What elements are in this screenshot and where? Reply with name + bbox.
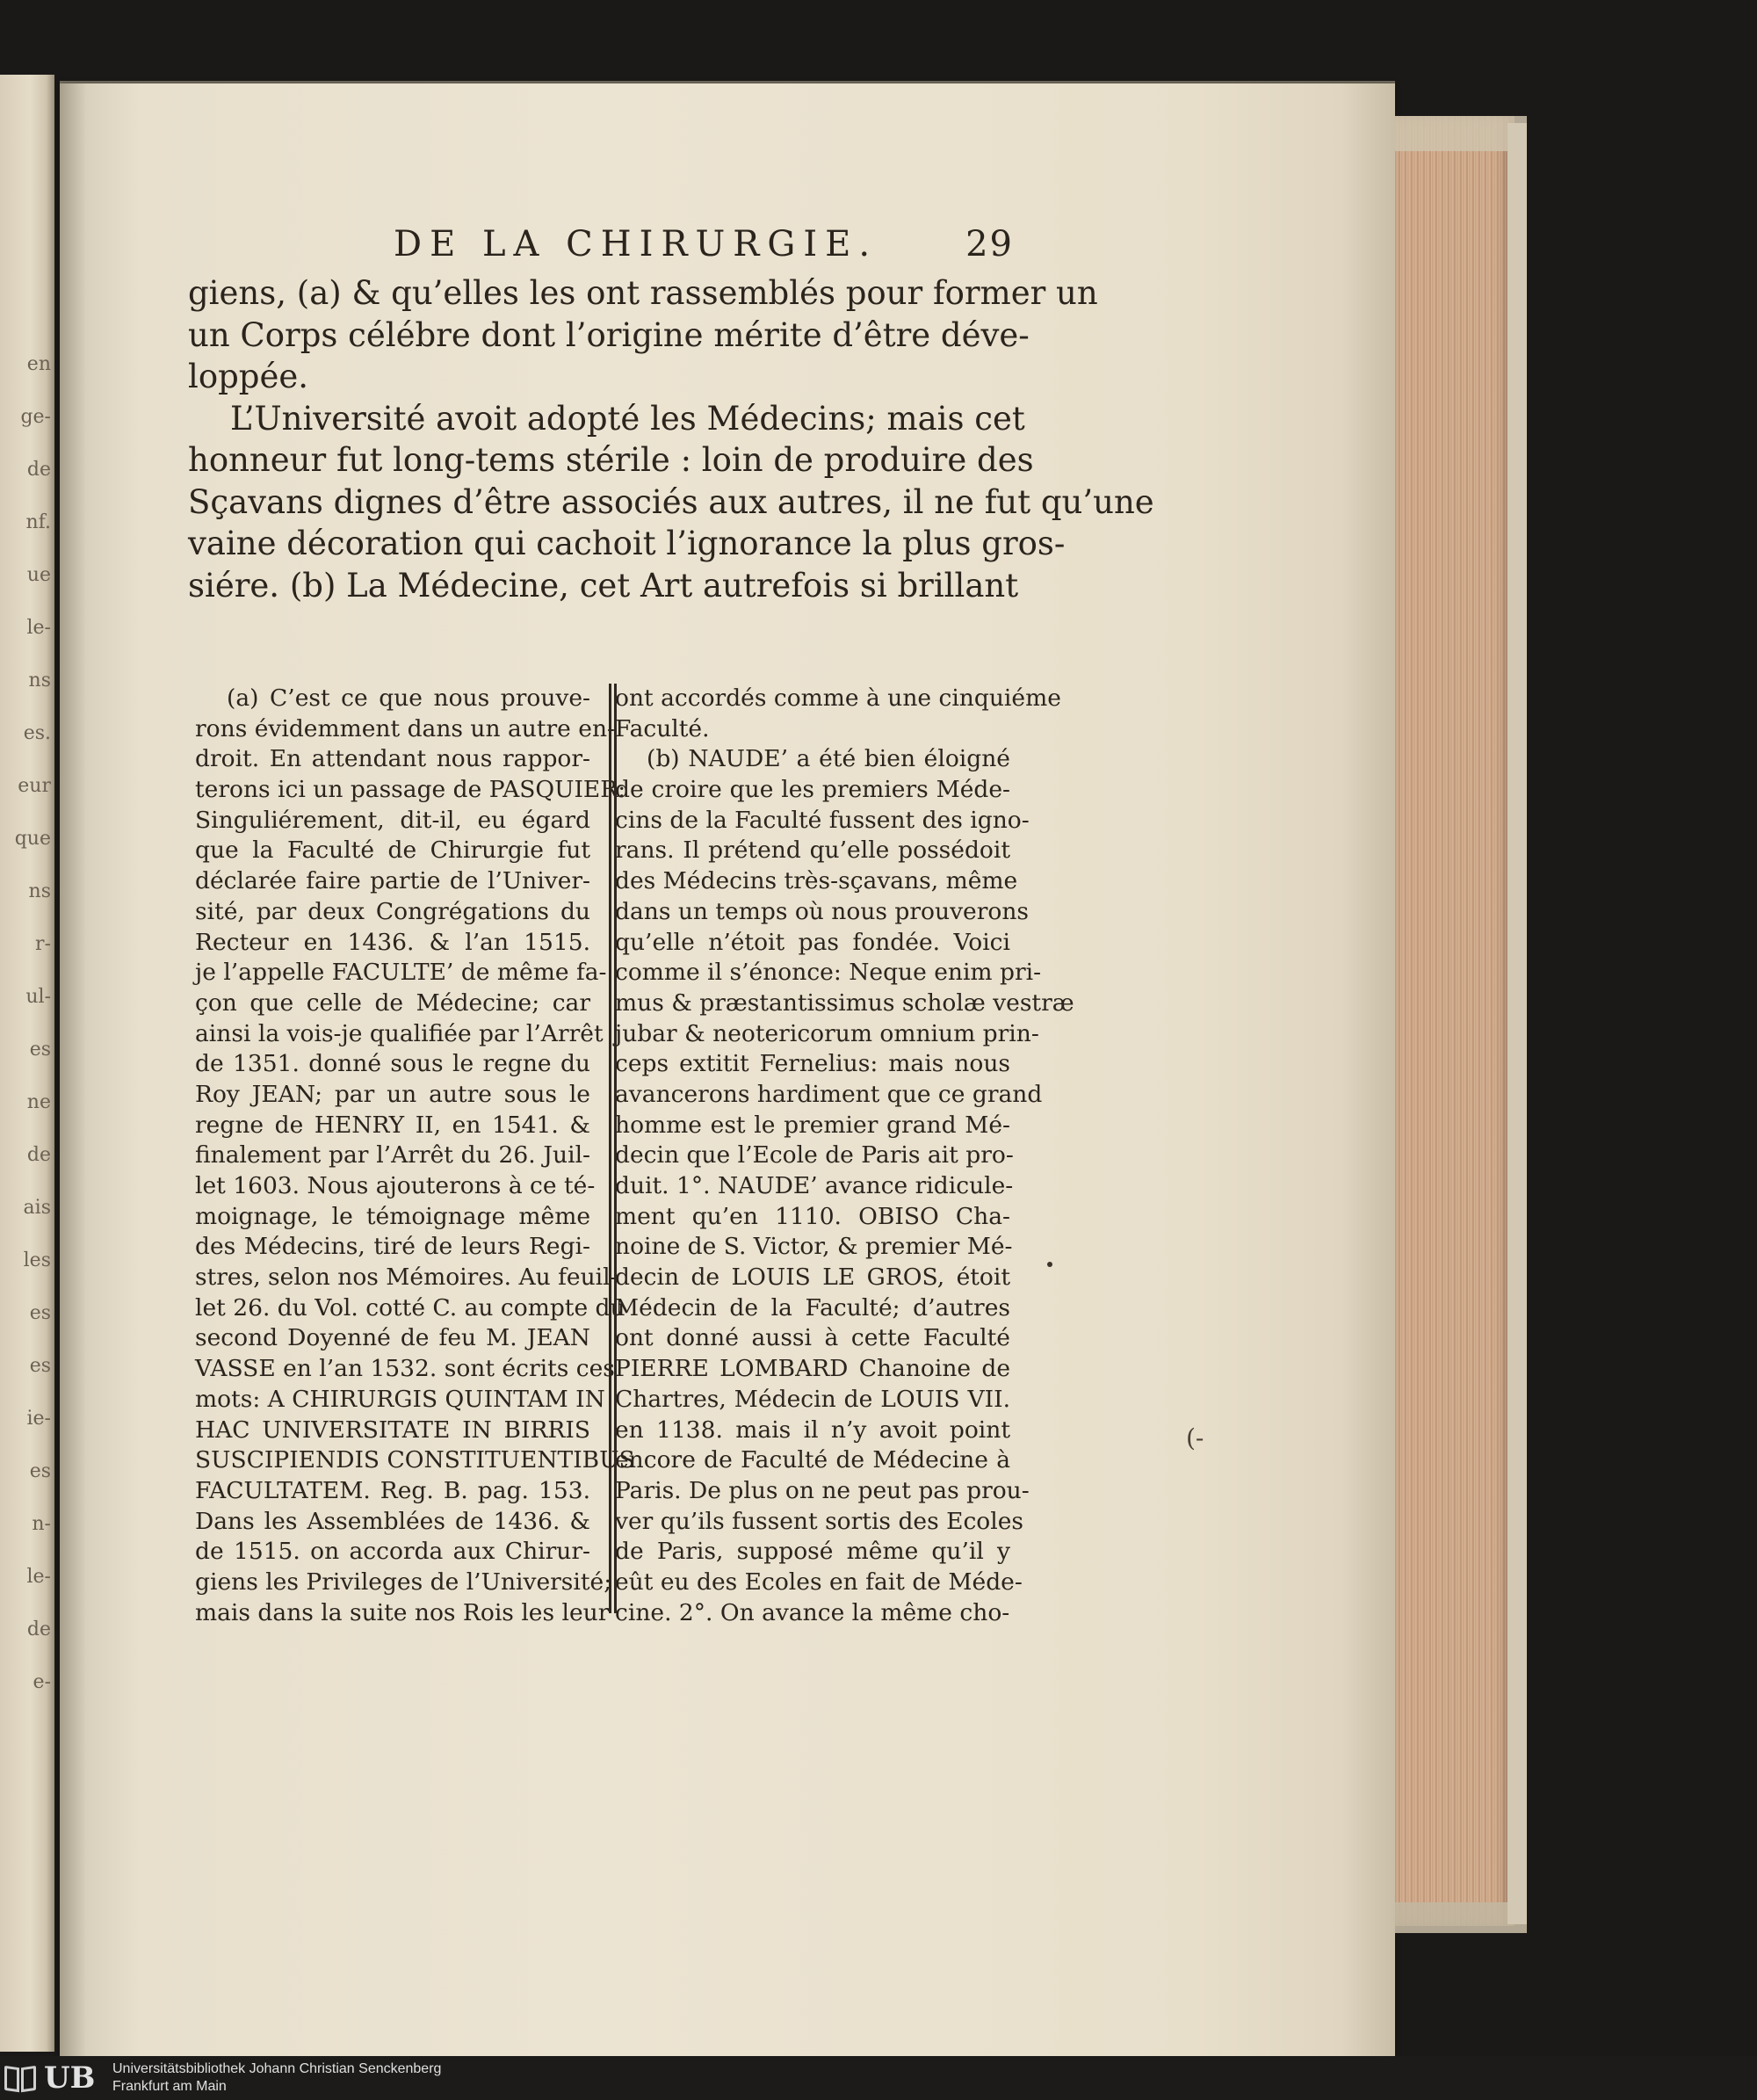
- footnote-line: de croire que les premiers Méde-: [615, 776, 1010, 804]
- body-line: loppée.: [188, 358, 309, 395]
- footnote-line: ment qu’en 1110. OBISO Cha-: [615, 1202, 1010, 1230]
- footnote-line: VASSE en l’an 1532. sont écrits ces: [195, 1355, 615, 1383]
- footnote-line: je l’appelle FACULTE’ de même fa-: [195, 959, 607, 987]
- footnote-line: déclarée faire partie de l’Univer-: [195, 867, 590, 895]
- footnote-line: ver qu’ils fussent sortis des Ecoles: [615, 1507, 1024, 1535]
- footnote-line: second Doyenné de feu M. JEAN: [195, 1324, 590, 1352]
- footer-credit: [112, 2060, 441, 2096]
- footnote-column-rule: [609, 684, 617, 1613]
- previous-page-fragment: de: [26, 1618, 51, 1640]
- footnote-line: en 1138. mais il n’y avoit point: [615, 1416, 1010, 1444]
- body-line: Sçavans dignes d’être associés aux autres, il ne fut qu’une: [188, 482, 1154, 521]
- previous-page-fragment: ie-: [26, 1408, 51, 1430]
- body-line: un Corps célébre dont l’origine mérite d’être déve-: [188, 315, 1030, 354]
- ub-logo: [2, 2060, 95, 2096]
- previous-page-fragment: en: [26, 353, 51, 375]
- footnote-line: Chartres, Médecin de LOUIS VII.: [615, 1385, 1010, 1413]
- footnote-line: mots: A CHIRURGIS QUINTAM IN: [195, 1385, 605, 1413]
- footnote-line: duit. 1°. NAUDE’ avance ridicule-: [615, 1172, 1014, 1199]
- body-line: honneur fut long-tems stérile : loin de produire des: [188, 441, 1034, 479]
- footnote-line: encore de Faculté de Médecine à: [615, 1446, 1010, 1474]
- previous-page-fragment: es.: [23, 722, 51, 744]
- footnote-line: Faculté.: [615, 714, 710, 742]
- previous-page-fragment: eur: [18, 775, 51, 797]
- previous-page-fragment: ul-: [25, 986, 51, 1008]
- footnote-line: FACULTATEM. Reg. B. pag. 153.: [195, 1476, 590, 1504]
- footnote-line: ont donné aussi à cette Faculté: [615, 1324, 1010, 1352]
- main-body-text: [188, 272, 1154, 606]
- footnote-line: regne de HENRY II, en 1541. &: [195, 1111, 590, 1139]
- previous-page-fragment: le-: [26, 1566, 51, 1588]
- footnote-line: ainsi la vois-je qualifiée par l’Arrêt: [195, 1019, 604, 1047]
- footnote-line: comme il s’énonce: Neque enim pri-: [615, 959, 1042, 987]
- footnote-line: Médecin de la Faculté; d’autres: [615, 1293, 1010, 1322]
- footnote-column-right: [615, 684, 1074, 1628]
- footer-location: Frankfurt am Main: [112, 2079, 227, 2094]
- previous-page-fragment: de: [26, 1144, 51, 1166]
- footnote-line: finalement par l’Arrêt du 26. Juil-: [195, 1141, 590, 1169]
- body-line: giens, (a) & qu’elles les ont rassemblés pour former un: [188, 274, 1098, 312]
- ink-dot: [1047, 1262, 1052, 1267]
- footnote-line: Paris. De plus on ne peut pas prou-: [615, 1476, 1030, 1504]
- footnote-line: terons ici un passage de PASQUIER:: [195, 776, 626, 804]
- body-line: L’Université avoit adopté les Médecins; mais cet: [230, 399, 1025, 438]
- footnote-line: sité, par deux Congrégations du: [195, 897, 590, 925]
- footnote-line: dans un temps où nous prouverons: [615, 897, 1030, 925]
- footnote-line: de Paris, supposé même qu’il y: [615, 1538, 1010, 1566]
- body-line: siére. (b) La Médecine, cet Art autrefois si brillant: [188, 566, 1019, 605]
- footnote-line: giens les Privileges de l’Université;: [195, 1568, 612, 1596]
- previous-page-fragment: ne: [26, 1091, 51, 1113]
- footnote-line: Recteur en 1436. & l’an 1515.: [195, 928, 590, 956]
- previous-page-fragment: es: [29, 1355, 51, 1377]
- footnote-line: eût eu des Ecoles en fait de Méde-: [615, 1568, 1023, 1596]
- footnote-line: des Médecins très-sçavans, même: [615, 867, 1018, 895]
- footnote-line: rons évidemment dans un autre en-: [195, 714, 615, 742]
- footnote-line: jubar & neotericorum omnium prin-: [615, 1019, 1039, 1047]
- previous-page-fragment: r-: [35, 933, 51, 955]
- previous-page-fragment: es: [29, 1039, 51, 1061]
- previous-page-fragment: le-: [26, 617, 51, 639]
- footnote-line: homme est le premier grand Mé-: [615, 1111, 1010, 1139]
- footnote-line: decin de LOUIS LE GROS, étoit: [615, 1264, 1010, 1292]
- previous-page-fragment: e-: [33, 1671, 51, 1693]
- footnote-line: cine. 2°. On avance la même cho-: [615, 1598, 1010, 1626]
- footnote-column-left: [195, 684, 635, 1628]
- footnote-line: Singuliérement, dit-il, eu égard: [195, 806, 590, 834]
- cover-board-edge: [1508, 123, 1527, 1924]
- running-head: [394, 224, 1014, 273]
- footnote-line: Dans les Assemblées de 1436. &: [195, 1507, 590, 1535]
- footnote-line: HAC UNIVERSITATE IN BIRRIS: [195, 1416, 590, 1444]
- previous-page-fragment: n-: [32, 1513, 51, 1535]
- previous-page-fragment: les: [23, 1249, 51, 1271]
- stray-mark: (-: [1186, 1423, 1204, 1452]
- previous-page-fragment: ns: [28, 880, 51, 902]
- previous-page-fragment: que: [14, 828, 51, 850]
- footnote-line: cins de la Faculté fussent des igno-: [615, 806, 1030, 834]
- footnote-line: ceps extitit Fernelius: mais nous: [615, 1050, 1010, 1078]
- ub-logo-text: UB: [44, 2060, 96, 2096]
- footnote-line: decin que l’Ecole de Paris ait pro-: [615, 1141, 1014, 1169]
- open-book-icon: [2, 2061, 39, 2095]
- footnote-line: mus & præstantissimus scholæ vestræ: [615, 988, 1074, 1017]
- previous-page-fragment: es: [29, 1460, 51, 1482]
- footnote-line: (b) NAUDE’ a été bien éloigné: [647, 745, 1010, 773]
- footnote-line: (a) C’est ce que nous prouve-: [227, 684, 590, 712]
- footnote-line: PIERRE LOMBARD Chanoine de: [615, 1355, 1010, 1383]
- footnote-line: moignage, le témoignage même: [195, 1202, 590, 1230]
- footnote-line: Roy JEAN; par un autre sous le: [195, 1080, 590, 1108]
- footnote-line: de 1515. on accorda aux Chirur-: [195, 1538, 590, 1566]
- footnote-line: droit. En attendant nous rappor-: [195, 745, 590, 773]
- footnote-line: let 1603. Nous ajouterons à ce té-: [195, 1172, 596, 1199]
- body-line: vaine décoration qui cachoit l’ignorance la plus gros-: [188, 525, 1066, 562]
- previous-page-fragment: ais: [23, 1197, 51, 1219]
- library-footer: [0, 2056, 1757, 2100]
- page-stack-fore-edge: [1395, 116, 1515, 1926]
- previous-page-fragment: de: [26, 459, 51, 481]
- footnote-line: rans. Il prétend qu’elle possédoit: [615, 836, 1010, 865]
- previous-page-fragment: ns: [28, 670, 51, 692]
- previous-page-fragment: nf.: [25, 511, 51, 533]
- footnote-line: SUSCIPIENDIS CONSTITUENTIBUS: [195, 1446, 635, 1474]
- footnote-line: noine de S. Victor, & premier Mé-: [615, 1233, 1013, 1261]
- previous-page-edge: [0, 75, 54, 2052]
- footnote-line: des Médecins, tiré de leurs Regi-: [195, 1233, 590, 1261]
- previous-page-fragments: [2, 338, 51, 1709]
- previous-page-fragment: ge-: [20, 406, 51, 428]
- footnote-line: let 26. du Vol. cotté C. au compte du: [195, 1293, 625, 1322]
- footnote-line: avancerons hardiment que ce grand: [615, 1080, 1043, 1108]
- footnote-line: qu’elle n’étoit pas fondée. Voici: [615, 928, 1010, 956]
- running-head-title: DE LA CHIRURGIE.: [394, 224, 878, 264]
- previous-page-fragment: es: [29, 1302, 51, 1324]
- footer-institution: Universitätsbibliothek Johann Christian Senckenberg: [112, 2061, 442, 2076]
- footnote-line: mais dans la suite nos Rois les leur: [195, 1598, 610, 1626]
- footnote-line: que la Faculté de Chirurgie fut: [195, 836, 590, 865]
- footnote-line: stres, selon nos Mémoires. Au feuil-: [195, 1264, 618, 1292]
- page-number: 29: [965, 224, 1014, 264]
- footnote-line: çon que celle de Médecine; car: [195, 988, 590, 1017]
- footnote-line: de 1351. donné sous le regne du: [195, 1050, 590, 1078]
- footnote-line: ont accordés comme à une cinquiéme: [615, 684, 1061, 712]
- previous-page-fragment: ue: [26, 564, 51, 586]
